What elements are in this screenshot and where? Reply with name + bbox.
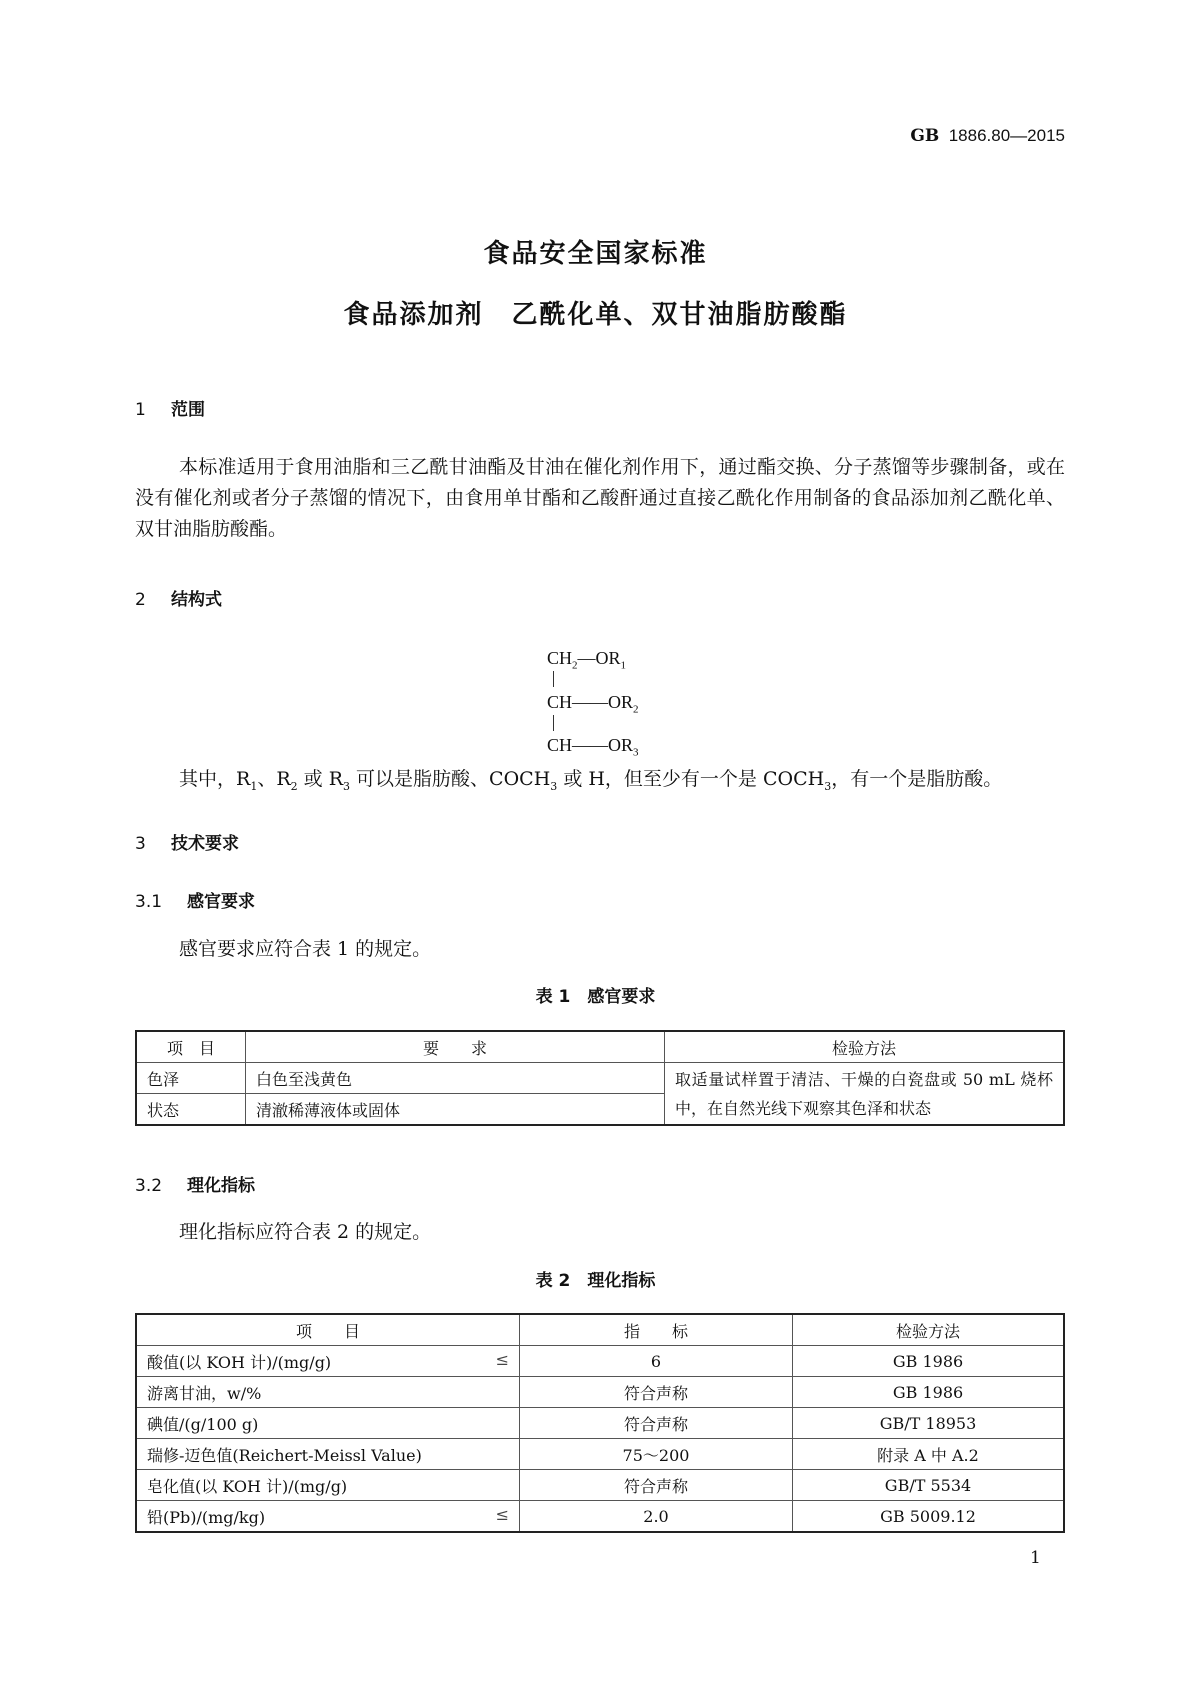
physicochemical-table (135, 1313, 1065, 1533)
item-cell: 皂化值(以 KOH 计)/(mg/g) (136, 1470, 520, 1501)
column-header: 项 目 (136, 1031, 246, 1063)
item-cell: 游离甘油，w/% (136, 1377, 520, 1408)
value-cell: 符合声称 (520, 1408, 793, 1439)
table-row (136, 1439, 1064, 1470)
sensory-table (135, 1030, 1065, 1126)
section-title: 感官要求 (187, 892, 255, 912)
formula-line1: $CH_2—OR_1$ (547, 648, 627, 672)
item-cell: 瑞修-迈色值(Reichert-Meissl Value) (136, 1439, 520, 1470)
method-cell: 附录 A 中 A.2 (793, 1439, 1065, 1470)
table2-caption: 表 2 理化指标 (535, 1271, 656, 1291)
method-cell: GB 1986 (793, 1346, 1065, 1377)
section-3-1-heading (135, 887, 255, 912)
section-number: 3.1 (135, 892, 163, 912)
method-cell: GB/T 18953 (793, 1408, 1065, 1439)
formula-line2: $CH——OR_2$ (547, 692, 639, 716)
section-number: 3 (135, 834, 146, 854)
section-3-2-text: 理化指标应符合表 2 的规定。 (179, 1221, 432, 1243)
section-2-heading (135, 585, 222, 610)
method-cell: 取适量试样置于清洁、干燥的白瓷盘或 50 mL 烧杯中，在自然光线下观察其色泽和状态 (665, 1063, 1065, 1126)
column-header: 检验方法 (665, 1031, 1065, 1063)
code-number: 1886.80—2015 (948, 126, 1065, 145)
table-row (136, 1346, 1064, 1377)
item-cell: 酸值(以 KOH 计)/(mg/g) ≤ (136, 1346, 520, 1377)
formula-line3: $CH——OR_3$ (547, 735, 639, 759)
item-cell: 状态 (136, 1094, 246, 1126)
table-row (136, 1470, 1064, 1501)
title-line1: 食品安全国家标准 (483, 239, 708, 269)
table-row (136, 1408, 1064, 1439)
table-row (136, 1377, 1064, 1408)
title-line2: 食品添加剂 乙酰化单、双甘油脂肪酸酯 (343, 300, 848, 330)
method-cell: GB 5009.12 (793, 1501, 1065, 1533)
requirement-cell: 清澈稀薄液体或固体 (246, 1094, 665, 1126)
method-cell: GB 1986 (793, 1377, 1065, 1408)
section-title: 技术要求 (171, 834, 239, 854)
table-row (136, 1501, 1064, 1533)
value-cell: 符合声称 (520, 1377, 793, 1408)
value-cell: 符合声称 (520, 1470, 793, 1501)
value-cell: 2.0 (520, 1501, 793, 1533)
page-number: 1 (1030, 1548, 1041, 1568)
section-title: 结构式 (171, 590, 222, 610)
item-cell: 铅(Pb)/(mg/kg) ≤ (136, 1501, 520, 1533)
value-cell: 75～200 (520, 1439, 793, 1470)
less-equal-sign: ≤ (495, 1349, 509, 1369)
section-number: 1 (135, 400, 146, 420)
table1-caption: 表 1 感官要求 (535, 987, 656, 1007)
section-3-heading (135, 829, 239, 854)
item-cell: 碘值/(g/100 g) (136, 1408, 520, 1439)
requirement-cell: 白色至浅黄色 (246, 1063, 665, 1094)
scope-paragraph: 本标准适用于食用油脂和三乙酰甘油酯及甘油在催化剂作用下，通过酯交换、分子蒸馏等步骤制备，或在没有催化剂或者分子蒸馏的情况下，由食用单甘酯和乙酸酐通过直接乙酰化作用制备的食品添加剂乙酰化单、双甘油脂肪酸酯。 (135, 456, 1065, 540)
section-1-heading (135, 395, 205, 420)
formula-note: 其中，$R_1$、$R_2$ 或 $R_3$ 可以是脂肪酸、$COCH_3$ 或 H，但至少有一个是 $COCH_3$，有一个是脂肪酸。 (179, 768, 1003, 793)
bond-line (553, 715, 554, 731)
bond-line (553, 671, 554, 687)
column-header: 项 目 (136, 1314, 520, 1346)
value-cell: 6 (520, 1346, 793, 1377)
section-3-1-text: 感官要求应符合表 1 的规定。 (179, 938, 432, 960)
column-header: 指 标 (520, 1314, 793, 1346)
less-equal-sign: ≤ (495, 1504, 509, 1524)
table-row (136, 1063, 1064, 1094)
column-header: 要 求 (246, 1031, 665, 1063)
column-header: 检验方法 (793, 1314, 1065, 1346)
standard-code (910, 126, 1065, 146)
section-number: 3.2 (135, 1176, 163, 1196)
table-header-row (136, 1031, 1064, 1063)
section-title: 范围 (171, 400, 205, 420)
item-cell: 色泽 (136, 1063, 246, 1094)
table-header-row (136, 1314, 1064, 1346)
method-cell: GB/T 5534 (793, 1470, 1065, 1501)
section-number: 2 (135, 590, 146, 610)
section-title: 理化指标 (187, 1176, 255, 1196)
code-prefix: GB (910, 126, 940, 146)
section-3-2-heading (135, 1171, 255, 1196)
